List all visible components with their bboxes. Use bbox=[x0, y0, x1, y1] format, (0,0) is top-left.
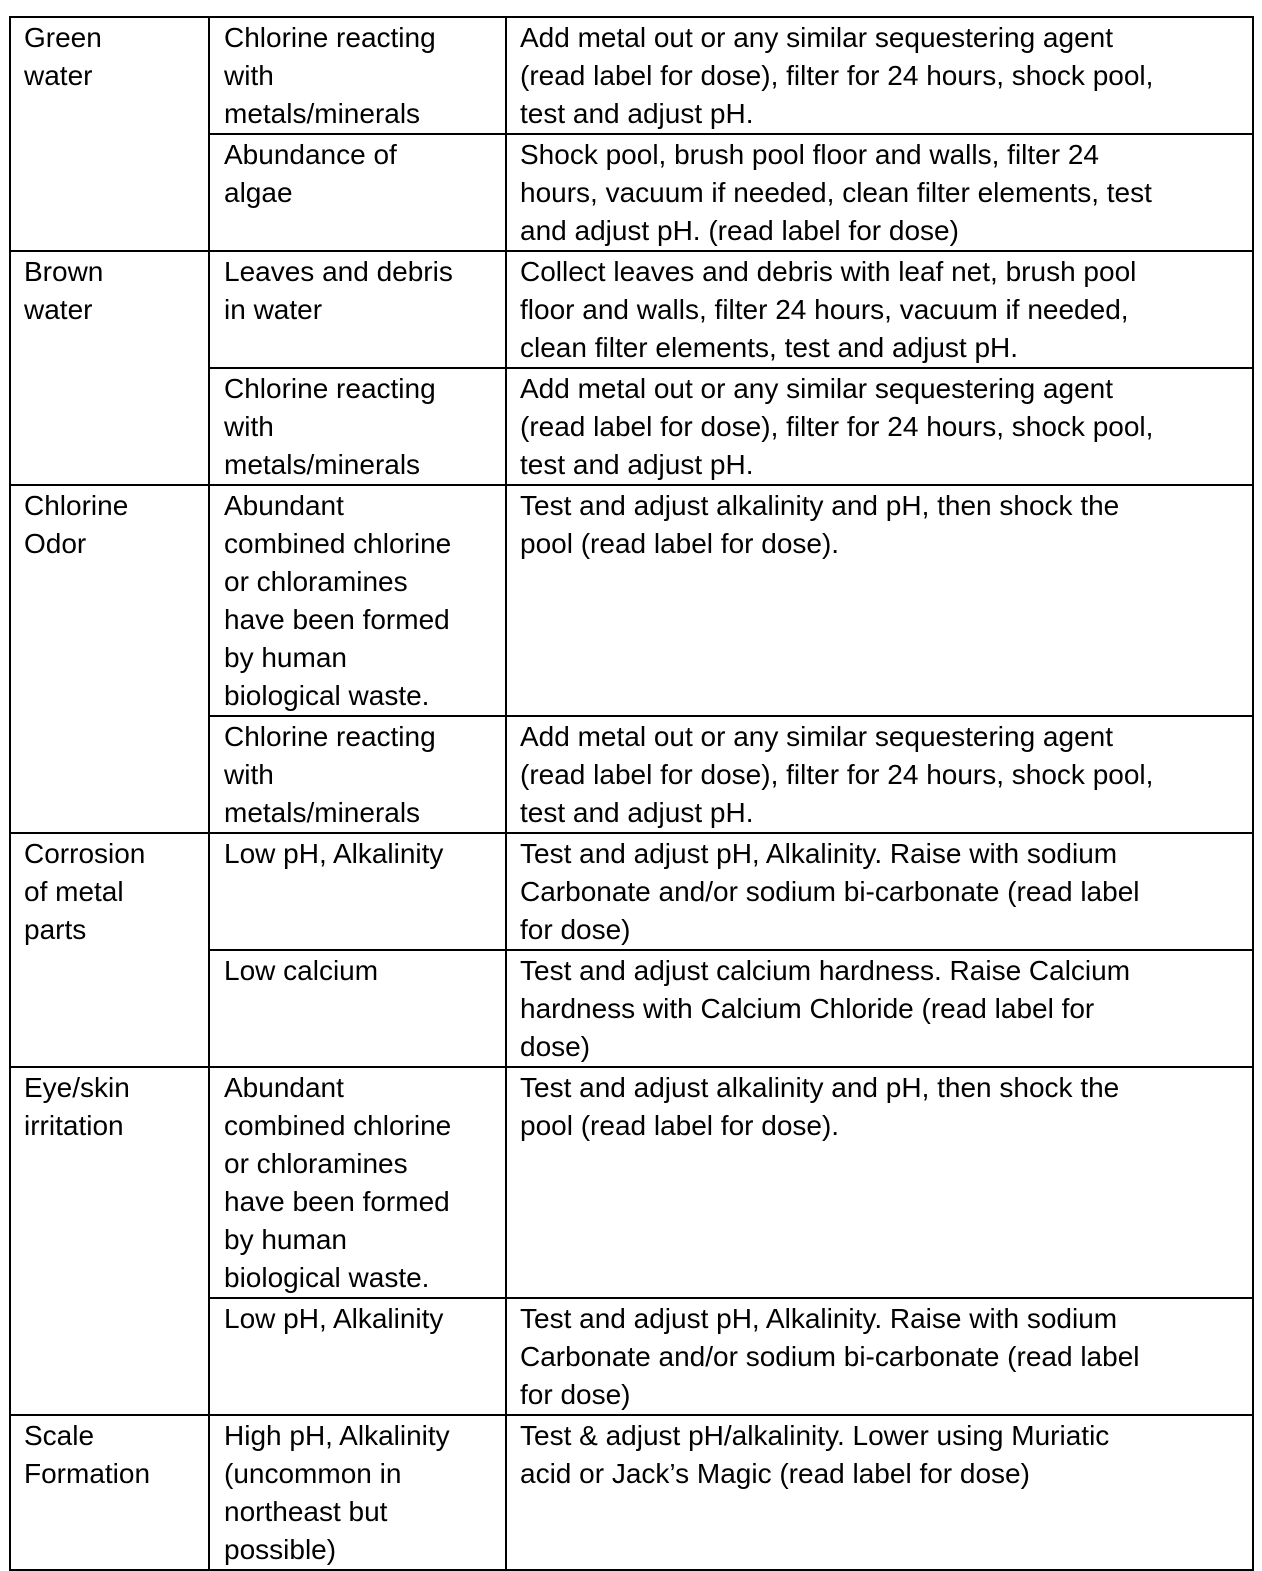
cause-cell: Low pH, Alkalinity bbox=[209, 833, 506, 950]
cause-cell: Abundant combined chlorine or chloramines have been formed by human biological waste. bbox=[209, 485, 506, 716]
troubleshooting-table bbox=[9, 16, 1254, 1571]
problem-cell: Eye/skin irritation bbox=[10, 1067, 209, 1415]
cause-cell: Chlorine reacting with metals/minerals bbox=[209, 368, 506, 485]
cause-cell: Chlorine reacting with metals/minerals bbox=[209, 716, 506, 833]
cause-cell: Chlorine reacting with metals/minerals bbox=[209, 17, 506, 134]
solution-cell: Test and adjust alkalinity and pH, then shock the pool (read label for dose). bbox=[506, 485, 1253, 716]
problem-cell: Green water bbox=[10, 17, 209, 251]
solution-cell: Add metal out or any similar sequestering agent (read label for dose), filter for 24 hours, shock pool, test and adjust pH. bbox=[506, 716, 1253, 833]
cause-cell: Abundant combined chlorine or chloramines have been formed by human biological waste. bbox=[209, 1067, 506, 1298]
solution-cell: Test & adjust pH/alkalinity. Lower using Muriatic acid or Jack’s Magic (read label for dose) bbox=[506, 1415, 1253, 1570]
table-row bbox=[10, 833, 1253, 950]
problem-cell: Brown water bbox=[10, 251, 209, 485]
solution-cell: Add metal out or any similar sequestering agent (read label for dose), filter for 24 hours, shock pool, test and adjust pH. bbox=[506, 368, 1253, 485]
solution-cell: Add metal out or any similar sequestering agent (read label for dose), filter for 24 hours, shock pool, test and adjust pH. bbox=[506, 17, 1253, 134]
cause-cell: High pH, Alkalinity (uncommon in northeast but possible) bbox=[209, 1415, 506, 1570]
problem-cell: Chlorine Odor bbox=[10, 485, 209, 833]
cause-cell: Leaves and debris in water bbox=[209, 251, 506, 368]
problem-cell: Scale Formation bbox=[10, 1415, 209, 1570]
table-row bbox=[10, 1415, 1253, 1570]
table-row bbox=[10, 485, 1253, 716]
table-row bbox=[10, 17, 1253, 134]
table-row bbox=[10, 251, 1253, 368]
solution-cell: Test and adjust pH, Alkalinity. Raise with sodium Carbonate and/or sodium bi-carbonate (read label for dose) bbox=[506, 1298, 1253, 1415]
solution-cell: Test and adjust alkalinity and pH, then shock the pool (read label for dose). bbox=[506, 1067, 1253, 1298]
solution-cell: Shock pool, brush pool floor and walls, filter 24 hours, vacuum if needed, clean filter elements, test and adjust pH. (read label for dose) bbox=[506, 134, 1253, 251]
cause-cell: Low calcium bbox=[209, 950, 506, 1067]
solution-cell: Test and adjust calcium hardness. Raise Calcium hardness with Calcium Chloride (read label for dose) bbox=[506, 950, 1253, 1067]
problem-cell: Corrosion of metal parts bbox=[10, 833, 209, 1067]
table-row bbox=[10, 1067, 1253, 1298]
solution-cell: Test and adjust pH, Alkalinity. Raise with sodium Carbonate and/or sodium bi-carbonate (read label for dose) bbox=[506, 833, 1253, 950]
cause-cell: Low pH, Alkalinity bbox=[209, 1298, 506, 1415]
cause-cell: Abundance of algae bbox=[209, 134, 506, 251]
solution-cell: Collect leaves and debris with leaf net, brush pool floor and walls, filter 24 hours, vacuum if needed, clean filter elements, test and adjust pH. bbox=[506, 251, 1253, 368]
